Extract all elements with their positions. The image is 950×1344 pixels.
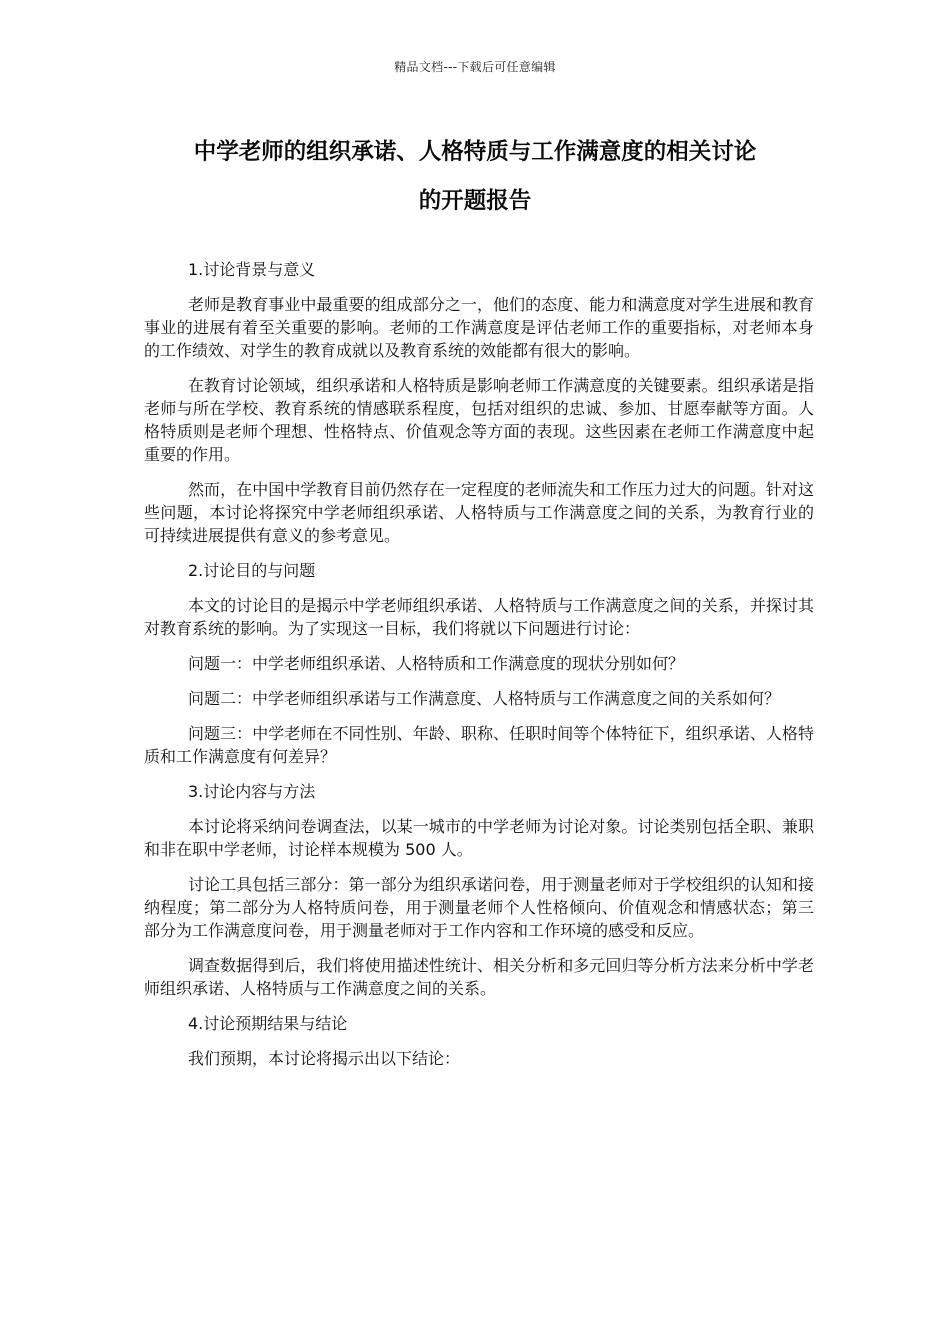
paragraph: 本讨论将采纳问卷调查法，以某一城市的中学老师为讨论对象。讨论类别包括全职、兼职和非在职中学老师，讨论样本规模为 500 人。 — [144, 817, 814, 859]
section-heading-background: 1.讨论背景与意义 — [188, 260, 316, 279]
section-heading-purpose: 2.讨论目的与问题 — [188, 561, 316, 580]
document-body — [144, 258, 814, 1082]
title-line-1: 中学老师的组织承诺、人格特质与工作满意度的相关讨论 — [193, 139, 757, 165]
header-note: 精品文档---下载后可任意编辑 — [394, 60, 556, 74]
paragraph: 我们预期，本讨论将揭示出以下结论： — [188, 1049, 461, 1068]
paragraph: 调查数据得到后，我们将使用描述性统计、相关分析和多元回归等分析方法来分析中学老师组织承诺、人格特质与工作满意度之间的关系。 — [144, 956, 814, 998]
question-item: 问题一：中学老师组织承诺、人格特质和工作满意度的现状分别如何？ — [188, 654, 685, 673]
section-heading-methods: 3.讨论内容与方法 — [188, 782, 316, 801]
paragraph: 在教育讨论领域，组织承诺和人格特质是影响老师工作满意度的关键要素。组织承诺是指老师与所在学校、教育系统的情感联系程度，包括对组织的忠诚、参加、甘愿奉献等方面。人格特质则是老师个理想、性格特点、价值观念等方面的表现。这些因素在老师工作满意度中起重要的作用。 — [144, 376, 814, 464]
section-heading-results: 4.讨论预期结果与结论 — [188, 1014, 348, 1033]
document-title — [150, 128, 800, 226]
paragraph: 老师是教育事业中最重要的组成部分之一，他们的态度、能力和满意度对学生进展和教育事业的进展有着至关重要的影响。老师的工作满意度是评估老师工作的重要指标，对老师本身的工作绩效、对学生的教育成就以及教育系统的效能都有很大的影响。 — [144, 295, 814, 360]
question-item: 问题二：中学老师组织承诺与工作满意度、人格特质与工作满意度之间的关系如何？ — [188, 689, 781, 708]
paragraph: 本文的讨论目的是揭示中学老师组织承诺、人格特质与工作满意度之间的关系，并探讨其对教育系统的影响。为了实现这一目标，我们将就以下问题进行讨论： — [144, 596, 814, 638]
paragraph: 然而，在中国中学教育目前仍然存在一定程度的老师流失和工作压力过大的问题。针对这些问题，本讨论将探究中学老师组织承诺、人格特质与工作满意度之间的关系，为教育行业的可持续进展提供有意义的参考意见。 — [144, 480, 814, 545]
question-item: 问题三：中学老师在不同性别、年龄、职称、任职时间等个体特征下，组织承诺、人格特质和工作满意度有何差异？ — [144, 724, 814, 766]
title-line-2: 的开题报告 — [418, 188, 532, 214]
paragraph: 讨论工具包括三部分：第一部分为组织承诺问卷，用于测量老师对于学校组织的认知和接纳程度；第二部分为人格特质问卷，用于测量老师个人性格倾向、价值观念和情感状态；第三部分为工作满意度问卷，用于测量老师对于工作内容和工作环境的感受和反应。 — [144, 875, 814, 940]
